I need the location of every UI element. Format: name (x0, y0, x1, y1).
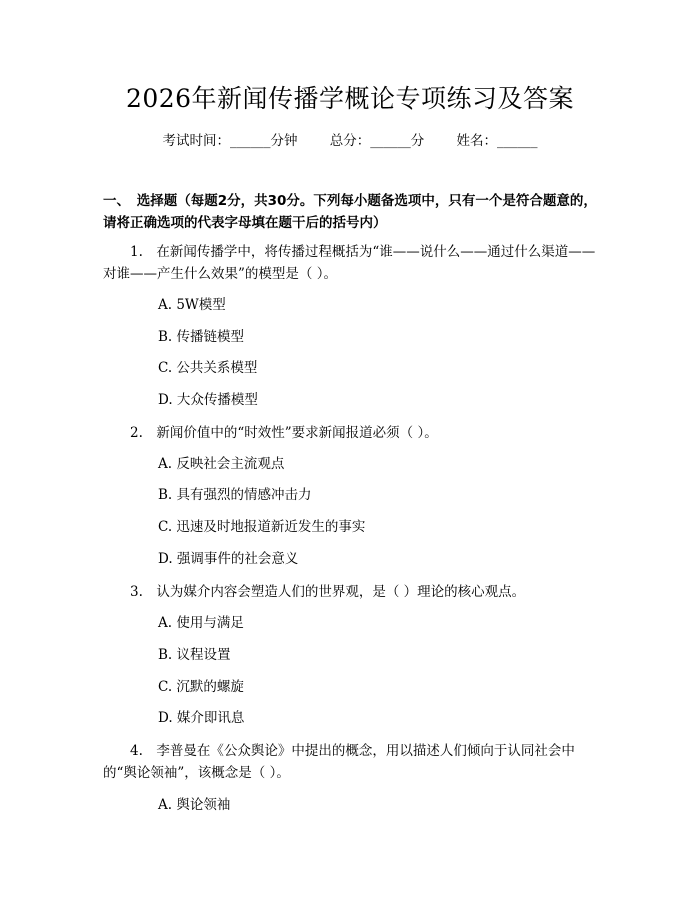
question-stem: 3. 认为媒介内容会塑造人们的世界观，是（ ）理论的核心观点。 (103, 584, 526, 600)
question-stem: 2. 新闻价值中的“时效性”要求新闻报道必须（ ）。 (103, 425, 438, 441)
question-option: C. 迅速及时地报道新近发生的事实 (158, 519, 366, 535)
total-score-unit: 分 (410, 133, 425, 149)
question-option: A. 5W模型 (158, 297, 226, 313)
question-option: A. 舆论领袖 (158, 797, 231, 813)
exam-time-label: 考试时间： (162, 133, 230, 149)
name-label: 姓名： (456, 133, 498, 149)
question-option: C. 公共关系模型 (158, 360, 258, 376)
question-option: A. 使用与满足 (158, 615, 244, 631)
question-option: B. 传播链模型 (158, 329, 245, 345)
question-option: D. 强调事件的社会意义 (158, 551, 299, 567)
page-title: 2026年新闻传播学概论专项练习及答案 (125, 84, 575, 113)
name-blank: ______ (497, 133, 538, 149)
exam-time-blank: ______ (229, 133, 271, 149)
question-stem: 4. 李普曼在《公众舆论》中提出的概念，用以描述人们倾向于认同社会中的“舆论领袖”，该概念是（ ）。 (103, 743, 575, 781)
question-option: B. 具有强烈的情感冲击力 (158, 487, 312, 503)
total-score-blank: ______ (370, 133, 411, 149)
section-heading: 一、 选择题（每题2分，共30分。下列每小题备选项中，只有一个是符合题意的，请将正确选项的代表字母填在题干后的括号内） (103, 193, 597, 231)
total-score-field (330, 131, 425, 151)
exam-meta (0, 131, 700, 151)
total-score-label: 总分： (329, 133, 371, 149)
question-stem: 1. 在新闻传播学中，将传播过程概括为“谁——说什么——通过什么渠道——对谁——产生什么效果”的模型是（ ）。 (103, 244, 596, 282)
exam-time-field (162, 131, 297, 151)
exam-time-unit: 分钟 (270, 133, 298, 149)
question-option: D. 媒介即讯息 (158, 710, 245, 726)
question-option: D. 大众传播模型 (158, 392, 258, 408)
name-field (457, 131, 538, 151)
question-option: B. 议程设置 (158, 647, 231, 663)
question-option: C. 沉默的螺旋 (158, 679, 244, 695)
question-option: A. 反映社会主流观点 (158, 456, 285, 472)
